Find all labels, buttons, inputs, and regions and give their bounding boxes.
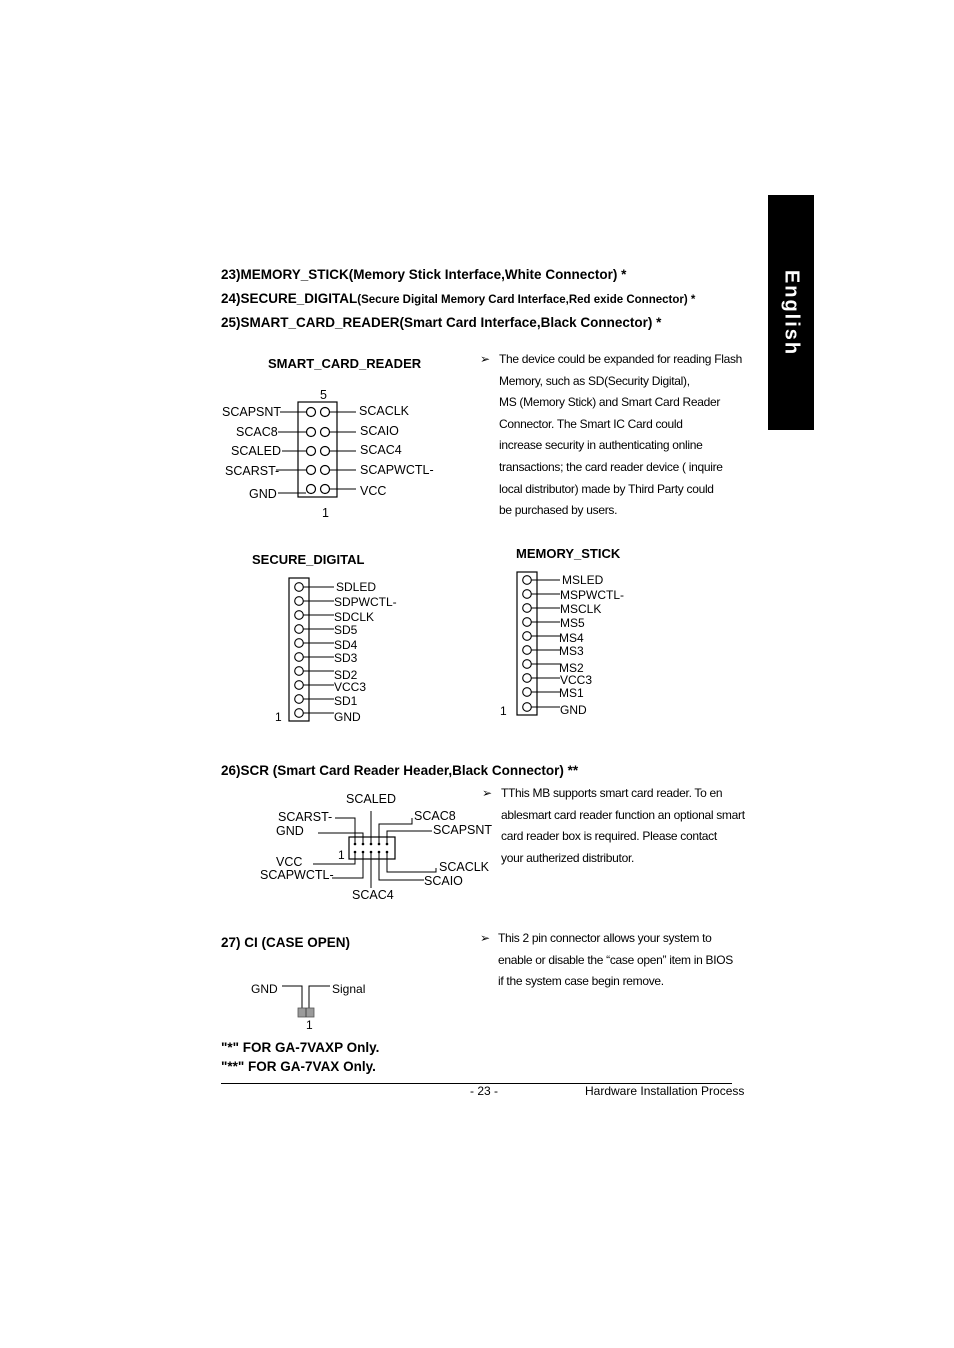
scr-header-left-4: SCAPWCTL- — [260, 868, 334, 882]
scr-right-pin-4: SCAPWCTL- — [360, 463, 434, 477]
ms-pin-10: GND — [560, 703, 587, 717]
scr-header-right-2: SCAPSNT — [433, 823, 493, 837]
scr-right-pin-3: SCAC4 — [360, 443, 402, 457]
ms-pin-6: MS3 — [559, 644, 584, 658]
section-title: Hardware Installation Process — [585, 1084, 745, 1098]
reader-desc-line: Memory, such as SD(Security Digital), — [499, 373, 690, 388]
ci-desc-line: enable or disable the “case open” item in BIOS — [498, 952, 734, 967]
ms-pin-3: MSCLK — [560, 602, 602, 616]
page-number: - 23 - — [470, 1084, 499, 1098]
ms-pin-1: MSLED — [562, 573, 604, 587]
scr-right-pin-2: SCAIO — [360, 424, 399, 438]
ci-desc-line: if the system case begin remove. — [498, 974, 664, 989]
ci-desc-line: This 2 pin connector allows your system to — [498, 931, 712, 945]
sd-pin-1: SDLED — [336, 580, 377, 594]
scr-left-pin-3: SCALED — [231, 444, 282, 458]
scr-header-top: SCALED — [346, 792, 397, 806]
ms-pin-9: MS1 — [559, 686, 584, 700]
sd-pin-6: SD3 — [334, 651, 358, 665]
heading-secure-digital — [221, 291, 695, 306]
reader-desc-line: Connector. The Smart IC Card could — [499, 416, 683, 431]
scr-left-pin-5: GND — [249, 487, 277, 501]
ms-pin-5: MS4 — [559, 631, 584, 645]
note-7vax: "**" FOR GA-7VAX Only. — [221, 1059, 376, 1074]
bullet-arrow-icon: ➢ — [480, 931, 491, 945]
sd-pin-7: SD2 — [334, 668, 358, 682]
ci-description — [498, 928, 733, 993]
bullet-arrow-icon: ➢ — [482, 786, 493, 800]
reader-desc-line: transactions; the card reader device ( inquire — [499, 459, 723, 474]
reader-desc-line: increase security in authenticating online — [499, 438, 703, 453]
note-7vaxp: "*" FOR GA-7VAXP Only. — [221, 1040, 380, 1055]
sd-pin-9: SD1 — [334, 694, 358, 708]
heading-ci: 27) CI (CASE OPEN) — [221, 935, 351, 950]
ci-pin-num: 1 — [306, 1018, 313, 1032]
scr-left-pin-2: SCAC8 — [236, 425, 278, 439]
heading-memory-stick: 23)MEMORY_STICK(Memory Stick Interface,White Connector) * — [221, 267, 627, 282]
scr-header-left-3: VCC — [276, 855, 303, 869]
scr-desc-line: ablesmart card reader function an optional smart — [501, 807, 745, 822]
scr-left-pin-4: SCARST- — [225, 464, 280, 478]
heading-scr: 26)SCR (Smart Card Reader Header,Black Connector) ** — [221, 763, 579, 778]
heading-secure-digital-sub: (Secure Digital Memory Card Interface,Red exide Connector) * — [357, 294, 696, 306]
ms-pin-num: 1 — [500, 704, 507, 718]
scr-header-right-1: SCAC8 — [414, 809, 456, 823]
reader-desc-line: be purchased by users. — [499, 503, 618, 518]
scr-header-left-2: GND — [276, 824, 304, 838]
sd-pin-2: SDPWCTL- — [334, 595, 397, 609]
scr-right-pin-5: VCC — [360, 484, 387, 498]
ms-pin-8: VCC3 — [560, 673, 593, 687]
bullet-arrow-icon: ➢ — [480, 352, 491, 366]
heading-smart-card-reader: 25)SMART_CARD_READER(Smart Card Interface,Black Connector) * — [221, 315, 662, 330]
reader-description — [499, 349, 742, 522]
ms-pin-7: MS2 — [559, 661, 584, 675]
scr-pin-num-bottom: 1 — [322, 506, 329, 520]
scr-desc-line: your autherized distributor. — [501, 850, 635, 865]
ci-gnd-label: GND — [251, 982, 278, 996]
scr-header-pin-num: 1 — [338, 848, 345, 862]
sd-pin-4: SD5 — [334, 623, 358, 637]
heading-secure-digital-main: 24)SECURE_DIGITAL — [221, 291, 358, 306]
scr-header-left-1: SCARST- — [278, 810, 333, 824]
scr-desc-line: card reader box is required. Please contact — [501, 829, 717, 844]
scr-header-right-4: SCAIO — [424, 874, 463, 888]
ms-pin-4: MS5 — [560, 616, 585, 630]
sd-pin-3: SDCLK — [334, 610, 375, 624]
scr-description — [501, 783, 745, 869]
scr-header-bottom: SCAC4 — [352, 888, 394, 902]
memory-stick-label: MEMORY_STICK — [516, 546, 621, 561]
sd-pin-num: 1 — [275, 710, 282, 724]
language-tab-label: English — [780, 269, 803, 356]
sd-pin-10: GND — [334, 710, 361, 724]
language-tab — [768, 195, 814, 430]
smart-card-reader-label: SMART_CARD_READER — [268, 356, 422, 371]
scr-desc-line: TThis MB supports smart card reader. To en — [501, 786, 723, 800]
scr-left-pin-1: SCAPSNT — [222, 405, 282, 419]
ms-pin-2: MSPWCTL- — [560, 588, 624, 602]
ci-signal-label: Signal — [332, 982, 366, 996]
scr-right-pin-1: SCACLK — [359, 404, 410, 418]
scr-header-right-3: SCACLK — [439, 860, 490, 874]
sd-pin-5: SD4 — [334, 638, 358, 652]
sd-pin-8: VCC3 — [334, 680, 367, 694]
reader-desc-line: The device could be expanded for reading Flash — [499, 352, 743, 366]
secure-digital-label: SECURE_DIGITAL — [252, 552, 365, 567]
scr-pin-num-top: 5 — [320, 388, 327, 402]
reader-desc-line: local distributor) made by Third Party could — [499, 481, 714, 496]
reader-desc-line: MS (Memory Stick) and Smart Card Reader — [499, 395, 721, 410]
